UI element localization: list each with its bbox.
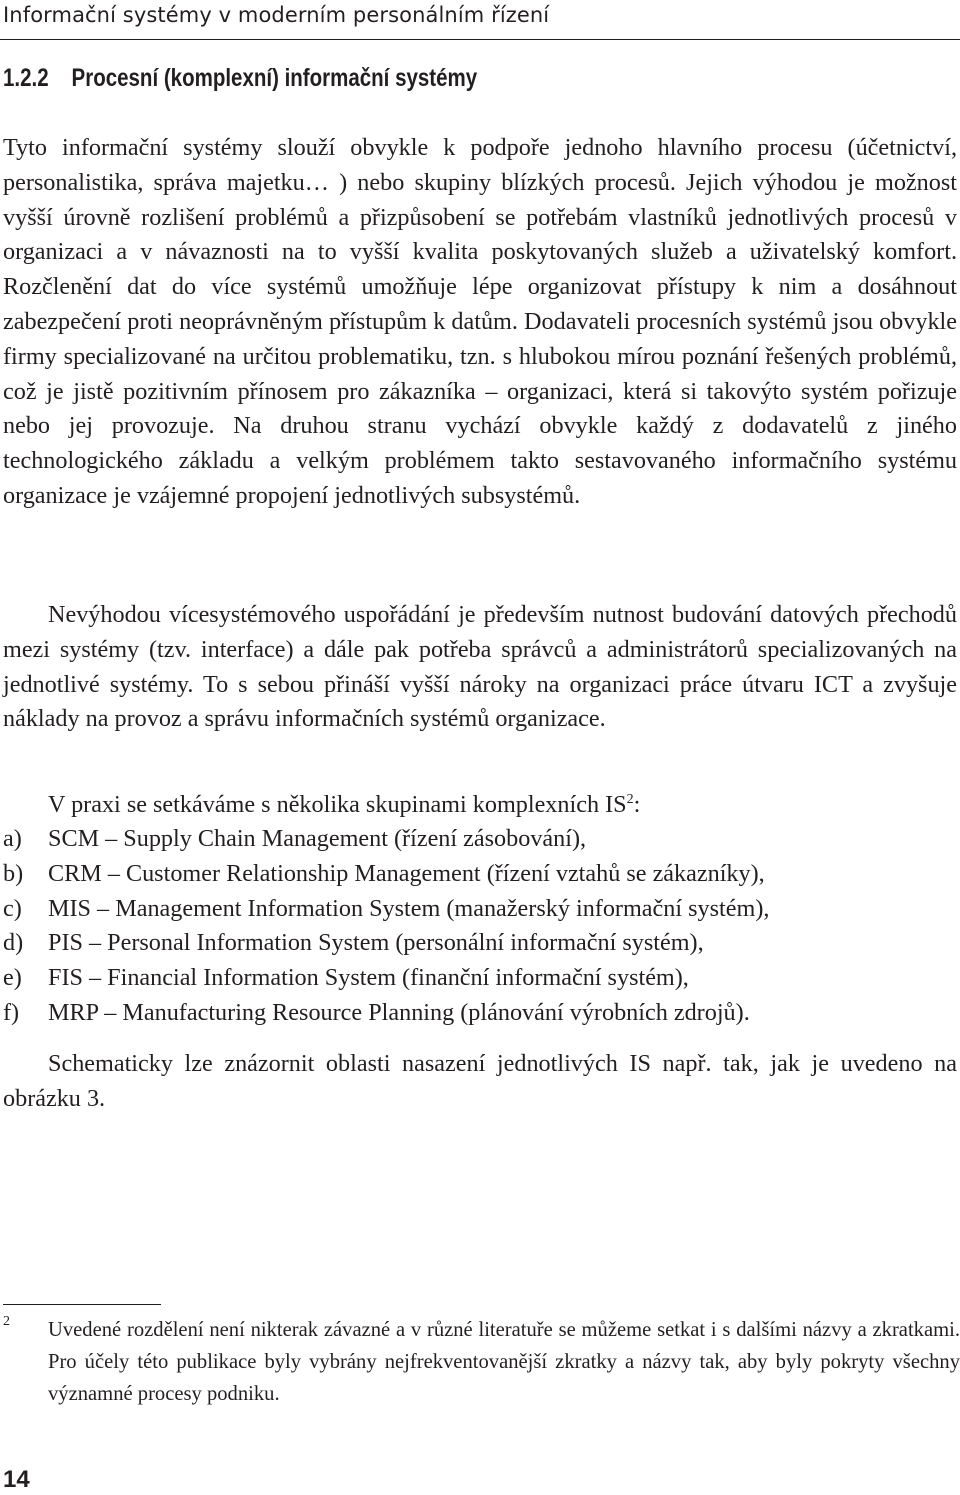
- groups-intro-text: V praxi se setkáváme s několika skupinami komplexních IS: [48, 791, 627, 818]
- list-item: [3, 857, 960, 892]
- list-marker: c): [3, 894, 22, 922]
- footnote-mark: 2: [3, 1314, 10, 1329]
- list-item-text: PIS – Personal Information System (personální informační systém),: [48, 929, 704, 957]
- running-header: Informační systémy v moderním personálním řízení: [3, 3, 550, 27]
- list-item: [3, 822, 960, 857]
- list-item: [3, 926, 960, 961]
- section-heading: [3, 64, 477, 93]
- list-marker: d): [3, 929, 24, 957]
- page-number: 14: [3, 1466, 30, 1493]
- list-item-text: MRP – Manufacturing Resource Planning (plánování výrobních zdrojů).: [48, 998, 750, 1026]
- list-marker: f): [3, 998, 20, 1026]
- list-item-text: FIS – Financial Information System (finanční informační systém),: [48, 964, 689, 992]
- paragraph-disadvantages: Nevýhodou vícesystémového uspořádání je především nutnost budování datových přechodů mezi systémy (tzv. interface) a dále pak potřeba správců a administrátorů specializovaných na jednotlivé systémy. To s sebou přináší vyšší nároky na organizaci práce útvaru ICT a zvyšuje náklady na provoz a správu informačních systémů organizace.: [3, 601, 957, 733]
- paragraph-groups-intro: [3, 788, 957, 823]
- list-item: [3, 892, 960, 927]
- section-number: 1.2.2: [3, 64, 49, 92]
- list-item-text: MIS – Management Information System (manažerský informační systém),: [48, 894, 770, 922]
- is-groups-list: [3, 822, 960, 1031]
- list-marker: e): [3, 964, 22, 992]
- list-item: [3, 996, 960, 1031]
- list-item: [3, 961, 960, 996]
- footnote-text: Uvedené rozdělení není nikterak závazné a v různé literatuře se můžeme setkat i s dalšími názvy a zkratkami. Pro účely této publikace byly vybrány nejfrekventovanější zkratky a názvy tak, aby byly pokryty všechny významné procesy podniku.: [48, 1319, 960, 1405]
- list-item-text: SCM – Supply Chain Management (řízení zásobování),: [48, 825, 587, 852]
- list-marker: a): [3, 825, 22, 852]
- groups-intro-colon: :: [633, 791, 641, 818]
- section-title: Procesní (komplexní) informační systémy: [71, 64, 478, 92]
- list-item-text: CRM – Customer Relationship Management (řízení vztahů se zákazníky),: [48, 859, 765, 887]
- footnote-reference[interactable]: 2: [626, 792, 634, 807]
- list-marker: b): [3, 859, 24, 887]
- header-divider: [0, 39, 960, 40]
- footnote-divider: [3, 1304, 161, 1305]
- paragraph-intro: Tyto informační systémy slouží obvykle k podpoře jednoho hlavního procesu (účetnictví, personalistika, správa majetku… ) nebo skupiny blízkých procesů. Jejich výhodou je možnost vyšší úrovně rozlišení problémů a přizpůsobení se potřebám vlastníků jednotlivých procesů v organizaci a v návaznosti na to vyšší kvalita poskytovaných služeb a uživatelský komfort. Rozčlenění dat do více systémů umožňuje lépe organizovat přístupy k nim a dosáhnout zabezpečení proti neoprávněným přístupům k datům. Dodavateli procesních systémů jsou obvykle firmy specializované na určitou problematiku, tzn. s hlubokou mírou poznání řešených problémů, což je jistě pozitivním přínosem pro zákazníka – organizaci, která si takovýto systém pořizuje nebo jej provozuje. Na druhou stranu vychází obvykle každý z dodavatelů z jiného technologického základu a velkým problémem takto sestavovaného informačního systému organizace je vzájemné propojení jednotlivých subsystémů.: [3, 134, 957, 509]
- paragraph-schematic: Schematicky lze znázornit oblasti nasazení jednotlivých IS např. tak, jak je uvedeno na obrázku 3.: [3, 1050, 957, 1112]
